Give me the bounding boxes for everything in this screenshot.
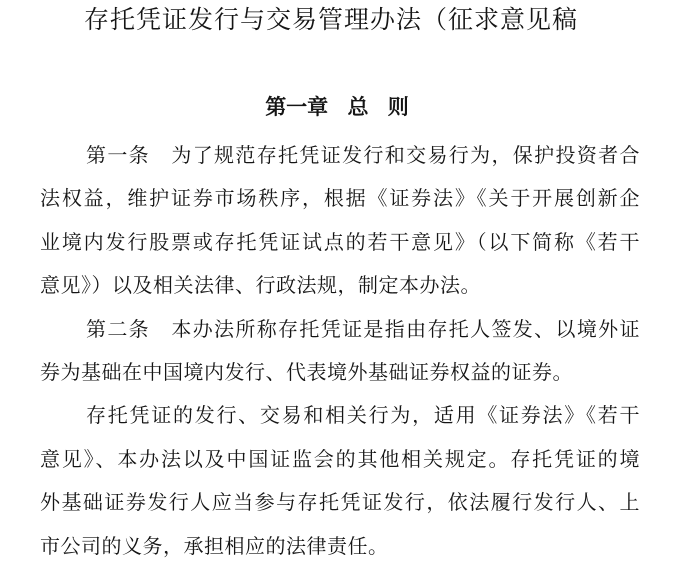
text-line: 第二条 本办法所称存托凭证是指由存托人签发、以境外证: [86, 316, 640, 341]
text-line: 法权益，维护证券市场秩序，根据《证券法》《关于开展创新企: [40, 186, 640, 211]
text-line: 意见》、本办法以及中国证监会的其他相关规定。存托凭证的境: [40, 446, 640, 471]
document-title: 存托凭证发行与交易管理办法（征求意见稿: [84, 5, 579, 34]
text-line: 意见》）以及相关法律、行政法规，制定本办法。: [40, 273, 481, 298]
text-line: 市公司的义务，承担相应的法律责任。: [40, 533, 389, 558]
chapter-heading: 第一章 总 则: [265, 94, 409, 119]
text-line: 券为基础在中国境内发行、代表境外基础证券权益的证券。: [40, 359, 573, 384]
document-body: [40, 134, 640, 568]
text-line: 存托凭证的发行、交易和相关行为，适用《证券法》《若干: [86, 403, 640, 428]
text-line: 第一条 为了规范存托凭证发行和交易行为，保护投资者合: [86, 143, 640, 167]
article-2-paragraph: [40, 308, 640, 395]
text-line: 业境内发行股票或存托凭证试点的若干意见》（以下简称《若干: [40, 229, 640, 254]
article-1-paragraph: [40, 134, 640, 308]
text-line: 外基础证券发行人应当参与存托凭证发行，依法履行发行人、上: [40, 490, 640, 515]
article-2-continuation-paragraph: [40, 394, 640, 568]
